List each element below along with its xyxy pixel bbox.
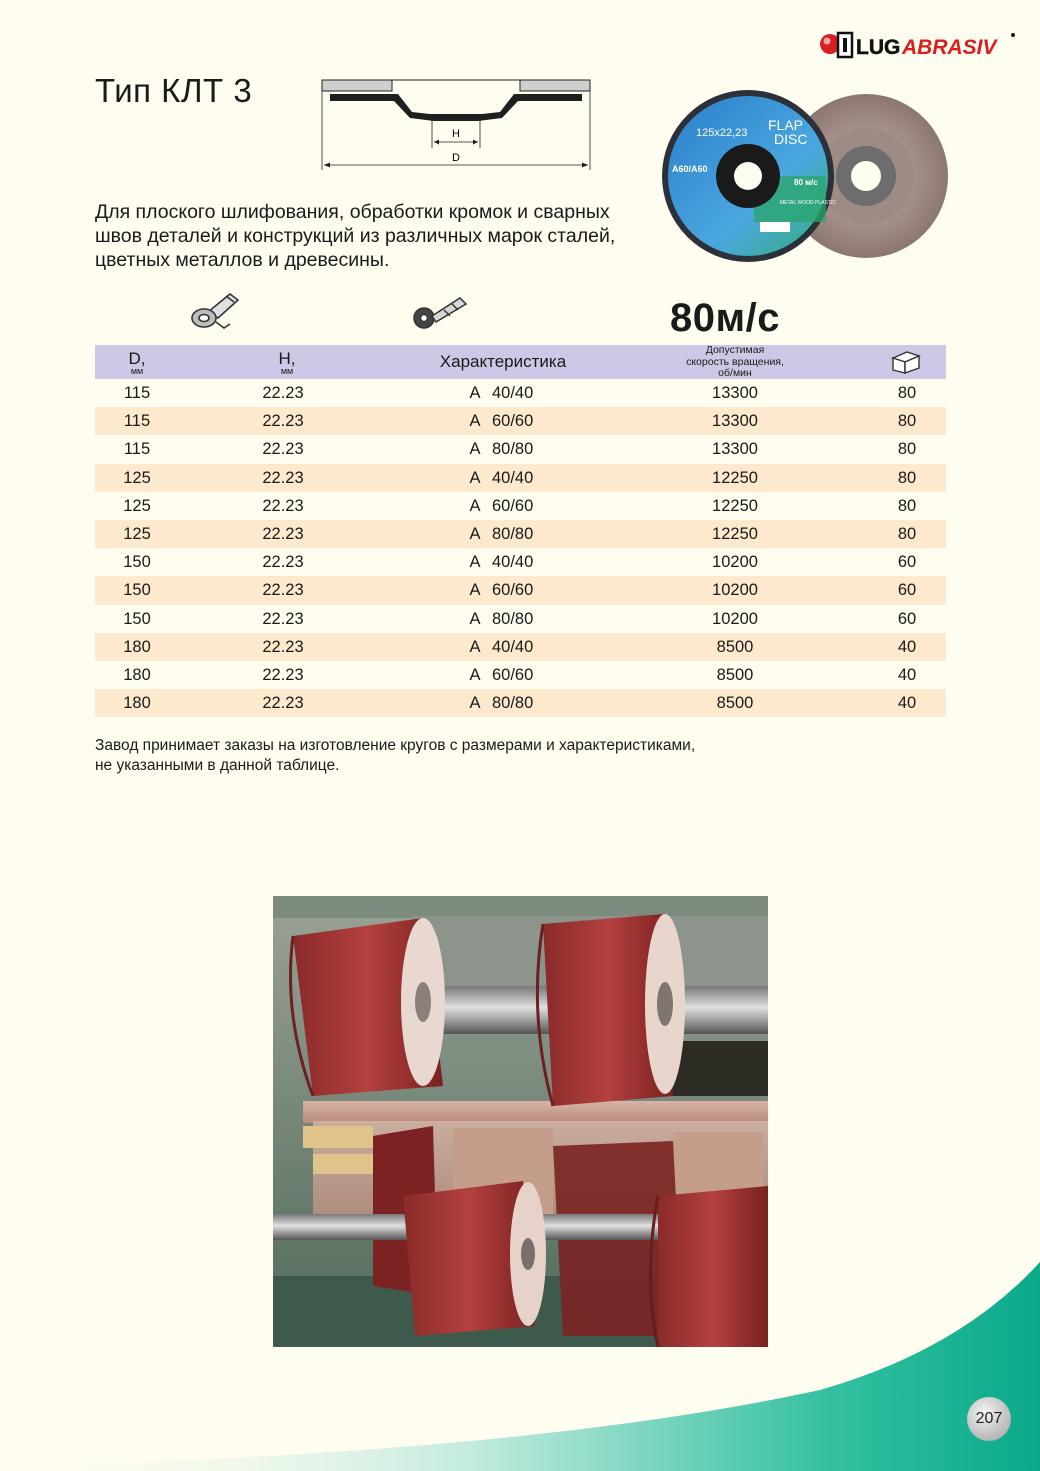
svg-text:80 м/с: 80 м/с [794,178,818,187]
cell-package-qty: 80 [897,468,917,487]
brand-logo [818,28,1018,62]
cell-abrasive: А [469,553,481,572]
cell-hole: 22.23 [262,609,304,628]
cell-grit: 60/60 [492,412,534,431]
cell-rpm: 13300 [712,384,758,402]
cell-rpm: 8500 [716,637,754,656]
table-row [95,576,946,604]
svg-text:D: D [452,152,460,164]
cell-hole: 22.23 [262,665,304,684]
cell-abrasive: А [469,524,481,543]
cell-diameter: 150 [123,553,151,572]
cell-diameter: 180 [123,665,151,684]
cell-abrasive: А [469,440,481,459]
cell-abrasive: А [469,384,481,402]
cell-abrasive: А [469,581,481,600]
cell-hole: 22.23 [262,412,304,431]
cell-diameter: 150 [123,581,151,600]
cell-grit: 40/40 [492,468,534,487]
custom-order-note: Завод принимает заказы на изготовление кругов с размерами и характеристиками, не указанными в данной таблице. [95,737,696,774]
cell-package-qty: 60 [897,581,917,600]
max-speed-badge: 80м/с [670,296,780,340]
cell-abrasive: А [469,637,481,656]
product-description: Для плоского шлифования, обработки кромок и сварных швов деталей и конструкций из различных марок сталей, цветных металлов и древесины. [95,201,616,271]
cell-grit: 80/80 [492,694,534,713]
cell-hole: 22.23 [262,384,304,402]
cell-package-qty: 80 [897,440,917,459]
cell-hole: 22.23 [262,524,304,543]
header-hole: H, мм [278,349,296,376]
cell-hole: 22.23 [262,496,304,515]
cell-diameter: 150 [123,609,151,628]
wheel-mount-icon [412,288,472,334]
cell-grit: 80/80 [492,524,534,543]
cell-rpm: 12250 [712,496,758,515]
cell-abrasive: А [469,609,481,628]
cell-grit: 40/40 [492,384,534,402]
page-title: Тип КЛТ 3 [95,72,253,109]
svg-text:ABRASIV: ABRASIV [902,36,997,59]
cell-grit: 60/60 [492,665,534,684]
cell-abrasive: А [469,665,481,684]
cell-package-qty: 80 [897,384,917,402]
table-row [95,379,946,407]
svg-text:125x22,23: 125x22,23 [696,127,748,139]
cell-abrasive: А [469,496,481,515]
svg-text:METAL WOOD PLASTIC: METAL WOOD PLASTIC [780,200,836,206]
table-body [95,379,946,717]
cell-abrasive: А [469,468,481,487]
cell-diameter: 125 [123,524,151,543]
table-row [95,689,946,717]
cell-hole: 22.23 [262,694,304,713]
table-row [95,520,946,548]
cell-package-qty: 80 [897,412,917,431]
header-characteristic: Характеристика [439,352,567,371]
cell-abrasive: А [469,694,481,713]
table-header [95,345,946,379]
cell-rpm: 8500 [716,665,754,684]
cell-diameter: 115 [123,440,151,459]
cell-package-qty: 40 [897,637,917,656]
header-rpm: Допустимая скорость вращения, об/мин [686,344,784,379]
angle-grinder-icon [190,288,242,334]
cell-rpm: 10200 [712,553,758,572]
table-row [95,464,946,492]
svg-text:H: H [452,128,460,140]
svg-text:LUG: LUG [856,36,901,59]
disc-profile-drawing [318,76,594,172]
cell-rpm: 12250 [712,524,758,543]
table-row [95,407,946,435]
cell-diameter: 115 [123,384,151,402]
cell-rpm: 10200 [712,581,758,600]
cell-hole: 22.23 [262,581,304,600]
cell-rpm: 8500 [716,694,754,713]
table-row [95,633,946,661]
cell-hole: 22.23 [262,440,304,459]
table-row [95,435,946,463]
cell-grit: 60/60 [492,496,534,515]
cell-package-qty: 80 [897,496,917,515]
cell-diameter: 180 [123,637,151,656]
cell-grit: 80/80 [492,440,534,459]
table-row [95,661,946,689]
table-row [95,605,946,633]
cell-diameter: 115 [123,412,151,431]
cell-package-qty: 40 [897,694,917,713]
cell-grit: 40/40 [492,553,534,572]
cell-diameter: 125 [123,468,151,487]
box-icon [889,350,923,374]
cell-hole: 22.23 [262,553,304,572]
header-diameter: D, мм [128,349,146,376]
svg-text:DISC: DISC [774,131,808,147]
cell-package-qty: 40 [897,665,917,684]
cell-package-qty: 60 [897,609,917,628]
page-number: 207 [967,1397,1011,1441]
decorative-wave [0,1240,1040,1471]
cell-rpm: 13300 [712,440,758,459]
table-row [95,492,946,520]
cell-abrasive: А [469,412,481,431]
flap-disc-product-image [658,88,948,268]
cell-grit: 80/80 [492,609,534,628]
cell-rpm: 12250 [712,468,758,487]
specs-table [95,345,946,717]
cell-rpm: 10200 [712,609,758,628]
cell-grit: 60/60 [492,581,534,600]
cell-hole: 22.23 [262,637,304,656]
cell-rpm: 13300 [712,412,758,431]
cell-grit: 40/40 [492,637,534,656]
svg-text:FLAP: FLAP [768,117,804,133]
cell-diameter: 125 [123,496,151,515]
cell-package-qty: 80 [897,524,917,543]
cell-hole: 22.23 [262,468,304,487]
svg-text:A60/A60: A60/A60 [672,164,708,174]
cell-diameter: 180 [123,694,151,713]
cell-package-qty: 60 [897,553,917,572]
table-row [95,548,946,576]
